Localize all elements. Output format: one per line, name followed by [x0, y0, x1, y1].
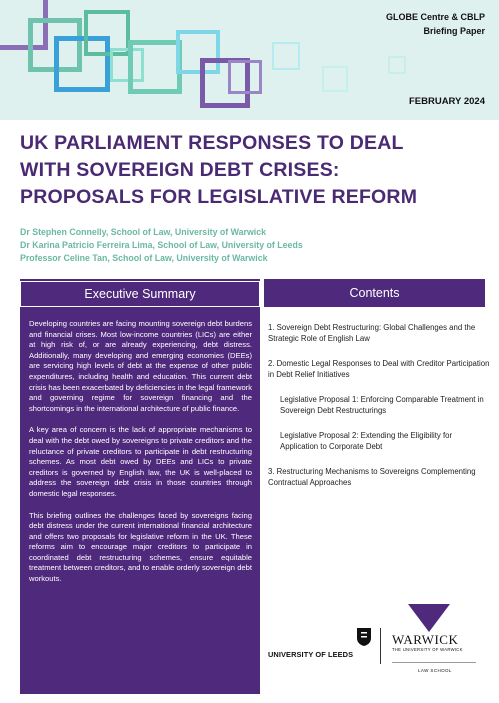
- author: Professor Celine Tan, School of Law, University of Warwick: [20, 253, 268, 263]
- executive-summary-body: [29, 319, 252, 596]
- contents-subitem[interactable]: Legislative Proposal 1: Enforcing Comparable Treatment in Sovereign Debt Restructurings: [280, 395, 484, 415]
- decorative-square: [228, 60, 262, 94]
- warwick-logo-icon: [408, 604, 450, 632]
- paper-type: Briefing Paper: [423, 26, 485, 36]
- executive-summary-heading: Executive Summary: [20, 281, 260, 307]
- contents-item[interactable]: 2. Domestic Legal Responses to Deal with Creditor Participation in Debt Relief Initiatives: [268, 359, 490, 379]
- summary-paragraph: This briefing outlines the challenges faced by sovereigns facing debt distress under the current international financial architecture and offers two proposals for legislative reform in the UK. These reforms aim to encourage major creditors to participate in coordinated debt restructuring schemes, ensure equitable treatment between creditors, and to enable orderly sovereign debt workouts.: [29, 510, 252, 584]
- leeds-logo-text: UNIVERSITY OF LEEDS: [268, 650, 354, 659]
- summary-paragraph: Developing countries are facing mounting sovereign debt burdens and financial crises. Most low-income countries (LICs) are either at high risk of, or are already experiencing, debt distress. Additionally, many developing and emerging economies (DEEs) are servicing high levels of debt at the expense of other public expenditures, including health and education. This current debt crisis has been exacerbated by deficiencies in the legal framework and governing regime for sovereign financing and the shortcomings in the international architecture of public finance.: [29, 319, 252, 413]
- warwick-logo-subtext: THE UNIVERSITY OF WARWICK: [392, 647, 463, 652]
- decorative-square: [128, 40, 182, 94]
- executive-summary-panel: [20, 279, 260, 694]
- warwick-logo-text: WARWICK: [392, 632, 459, 647]
- logo-divider: [380, 628, 381, 664]
- contents-heading: Contents: [264, 279, 485, 307]
- divider: [392, 662, 476, 663]
- organization-label: [386, 10, 485, 38]
- contents-item[interactable]: 3. Restructuring Mechanisms to Sovereigns Complementing Contractual Approaches: [268, 467, 476, 487]
- decorative-square: [272, 42, 300, 70]
- leeds-crest-icon: [356, 627, 372, 647]
- author: Dr Karina Patricio Ferreira Lima, School of Law, University of Leeds: [20, 240, 303, 250]
- institution-logos: [268, 600, 490, 680]
- document-title: [20, 130, 490, 211]
- decorative-square: [322, 66, 348, 92]
- summary-paragraph: A key area of concern is the lack of appropriate mechanisms to deal with the debt owed by sovereigns to private creditors and the reluctance of private creditors to participate in debt restructuring schemes. As most debt owed by DEEs and LICs to private creditors is governed by English law, the UK is well-placed to address the sovereign debt crisis in those countries through domestic legal responses.: [29, 425, 252, 498]
- header-banner: [0, 0, 499, 120]
- decorative-square: [388, 56, 406, 74]
- author: Dr Stephen Connelly, School of Law, University of Warwick: [20, 227, 267, 237]
- author-list: [20, 226, 303, 265]
- org-name: GLOBE Centre & CBLP: [385, 12, 485, 22]
- title-line: UK PARLIAMENT RESPONSES TO DEAL: [20, 132, 404, 154]
- contents-subitem[interactable]: Legislative Proposal 2: Extending the Eligibility for Application to Corporate Debt: [280, 431, 453, 451]
- title-line: WITH SOVEREIGN DEBT CRISES:: [20, 159, 340, 181]
- publication-date: FEBRUARY 2024: [408, 96, 485, 107]
- contents-item[interactable]: 1. Sovereign Debt Restructuring: Global Challenges and the Strategic Role of English Law: [268, 323, 476, 343]
- law-school-label: LAW SCHOOL: [418, 668, 452, 673]
- title-line: PROPOSALS FOR LEGISLATIVE REFORM: [20, 186, 418, 208]
- contents-list: [268, 322, 490, 502]
